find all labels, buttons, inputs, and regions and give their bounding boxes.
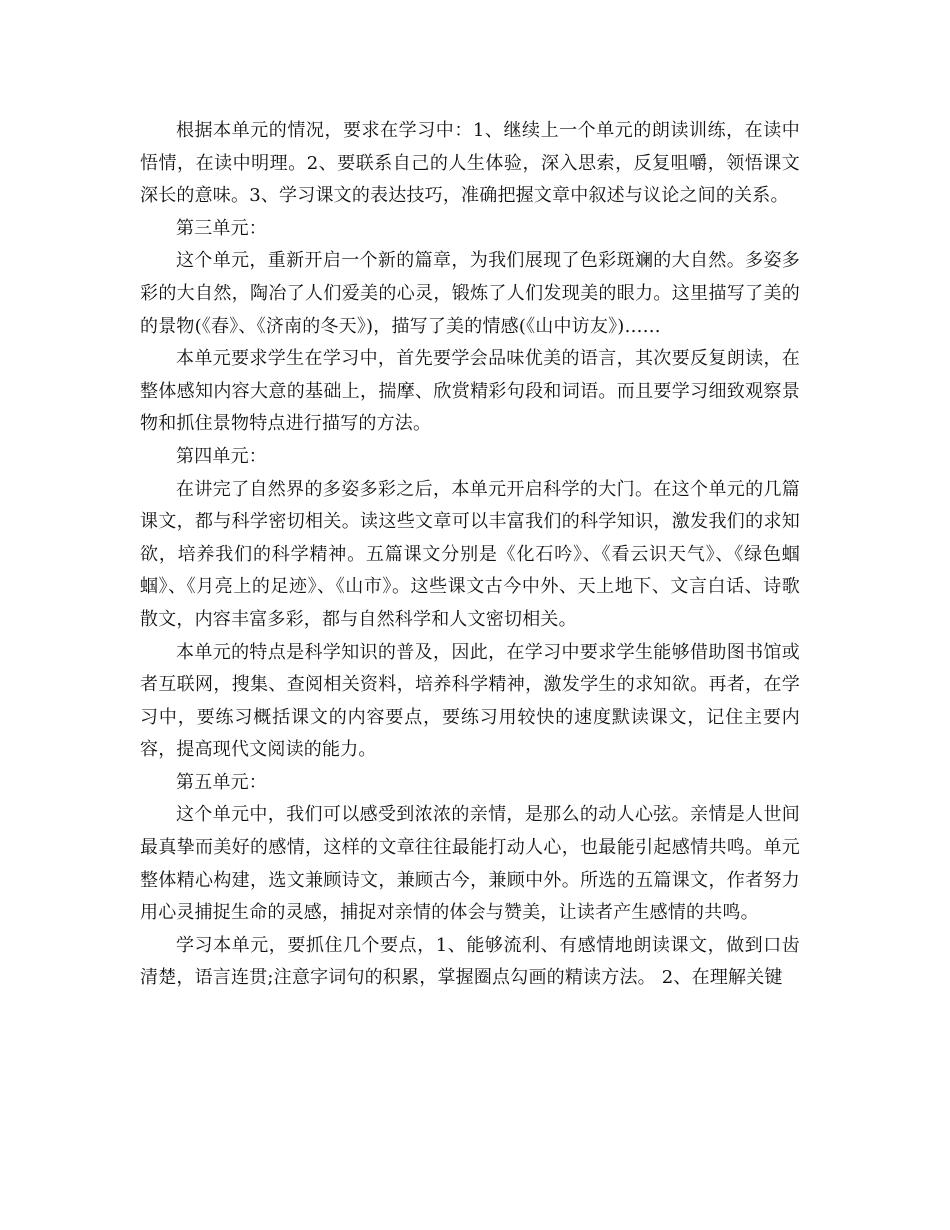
paragraph-unit-three-intro: 这个单元，重新开启一个新的篇章，为我们展现了色彩斑斓的大自然。多姿多彩的大自然，陶冶了人们爱美的心灵，锻炼了人们发现美的眼力。这里描写了美的的景物(《春》、《济南的冬天》)，描写了美的情感(《山中访友》)…… [140,250,800,337]
paragraph-unit-requirements: 根据本单元的情况，要求在学习中：1、继续上一个单元的朗读训练，在读中悟情，在读中明理。2、要联系自己的人生体验，深入思索，反复咀嚼，领悟课文深长的意味。3、学习课文的表达技巧，准确把握文章中叙述与议论之间的关系。 [140,120,800,207]
document-body [140,115,800,995]
paragraph-unit-four-requirements: 本单元的特点是科学知识的普及，因此，在学习中要求学生能够借助图书馆或者互联网，搜集、查阅相关资料，培养科学精神，激发学生的求知欲。再者，在学习中，要练习概括课文的内容要点，要练习用较快的速度默读课文，记住主要内容，提高现代文阅读的能力。 [140,641,800,761]
paragraph-unit-five-intro: 这个单元中，我们可以感受到浓浓的亲情，是那么的动人心弦。亲情是人世间最真挚而美好的感情，这样的文章往往最能打动人心，也最能引起感情共鸣。单元整体精心构建，选文兼顾诗文，兼顾古今，兼顾中外。所选的五篇课文，作者努力用心灵捕捉生命的灵感，捕捉对亲情的体会与赞美，让读者产生感情的共鸣。 [140,804,800,924]
heading-unit-four: 第四单元： [176,445,267,467]
paragraph-unit-four-intro: 在讲完了自然界的多姿多彩之后，本单元开启科学的大门。在这个单元的几篇课文，都与科学密切相关。读这些文章可以丰富我们的科学知识，激发我们的求知欲，培养我们的科学精神。五篇课文分别是《化石吟》、《看云识天气》、《绿色蝈蝈》、《月亮上的足迹》、《山市》。这些课文古今中外、天上地下、文言白话、诗歌散文，内容丰富多彩，都与自然科学和人文密切相关。 [140,478,800,630]
paragraph-unit-five-requirements: 学习本单元，要抓住几个要点，1、能够流利、有感情地朗读课文，做到口齿清楚，语言连贯;注意字词句的积累，掌握圈点勾画的精读方法。 2、在理解关键 [140,934,800,989]
heading-unit-three: 第三单元： [176,217,267,239]
heading-unit-five: 第五单元： [176,771,267,793]
paragraph-unit-three-requirements: 本单元要求学生在学习中，首先要学会品味优美的语言，其次要反复朗读，在整体感知内容大意的基础上，揣摩、欣赏精彩句段和词语。而且要学习细致观察景物和抓住景物特点进行描写的方法。 [140,348,800,435]
